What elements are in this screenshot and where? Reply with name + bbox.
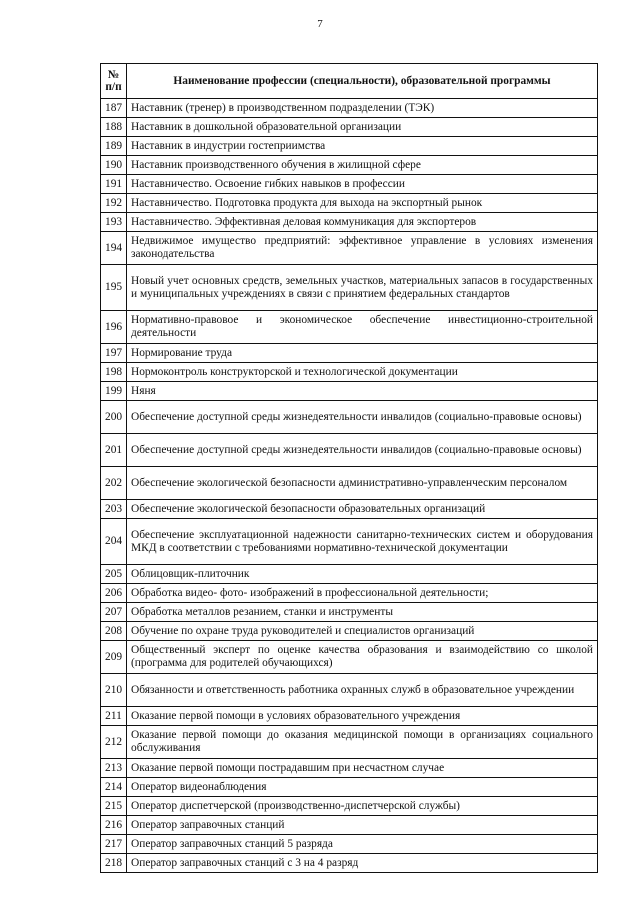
table-row xyxy=(101,311,598,344)
program-name: Недвижимое имущество предприятий: эффективное управление в условиях изменения законодательства xyxy=(127,232,598,265)
program-name: Обеспечение доступной среды жизнедеятельности инвалидов (социально-правовые основы) xyxy=(127,401,598,434)
row-number: 198 xyxy=(101,363,127,382)
table-row xyxy=(101,232,598,265)
table-row xyxy=(101,584,598,603)
column-header-number xyxy=(101,64,127,99)
row-number: 197 xyxy=(101,344,127,363)
table-row xyxy=(101,816,598,835)
program-name: Общественный эксперт по оценке качества образования и взаимодействию со школой (программа для родителей обучающихся) xyxy=(127,641,598,674)
table-row xyxy=(101,344,598,363)
table-row xyxy=(101,213,598,232)
program-name: Новый учет основных средств, земельных участков, материальных запасов в государственных и муниципальных учреждениях в связи с принятием федеральных стандартов xyxy=(127,265,598,311)
program-name: Оператор диспетчерской (производственно-диспетчерской службы) xyxy=(127,797,598,816)
row-number: 199 xyxy=(101,382,127,401)
row-number: 205 xyxy=(101,565,127,584)
table-row xyxy=(101,726,598,759)
program-name: Оператор видеонаблюдения xyxy=(127,778,598,797)
program-name: Оператор заправочных станций xyxy=(127,816,598,835)
program-name: Оператор заправочных станций 5 разряда xyxy=(127,835,598,854)
row-number: 206 xyxy=(101,584,127,603)
program-name: Обеспечение доступной среды жизнедеятельности инвалидов (социально-правовые основы) xyxy=(127,434,598,467)
table-row xyxy=(101,363,598,382)
header-num-abbr: п/п xyxy=(105,81,122,93)
table-row xyxy=(101,500,598,519)
row-number: 200 xyxy=(101,401,127,434)
row-number: 192 xyxy=(101,194,127,213)
table-row xyxy=(101,401,598,434)
program-name: Наставник (тренер) в производственном подразделении (ТЭК) xyxy=(127,99,598,118)
row-number: 190 xyxy=(101,156,127,175)
program-name: Облицовщик-плиточник xyxy=(127,565,598,584)
table-row xyxy=(101,175,598,194)
row-number: 211 xyxy=(101,707,127,726)
row-number: 189 xyxy=(101,137,127,156)
program-name: Оператор заправочных станций с 3 на 4 разряд xyxy=(127,854,598,873)
table-row xyxy=(101,194,598,213)
page-number: 7 xyxy=(317,18,323,30)
header-num-symbol: № xyxy=(107,69,120,81)
program-name: Обработка видео- фото- изображений в профессиональной деятельности; xyxy=(127,584,598,603)
row-number: 208 xyxy=(101,622,127,641)
program-name: Наставник в дошкольной образовательной организации xyxy=(127,118,598,137)
row-number: 207 xyxy=(101,603,127,622)
program-name: Наставник в индустрии гостеприимства xyxy=(127,137,598,156)
table-row xyxy=(101,603,598,622)
table-row xyxy=(101,118,598,137)
program-name: Нормирование труда xyxy=(127,344,598,363)
row-number: 217 xyxy=(101,835,127,854)
row-number: 194 xyxy=(101,232,127,265)
row-number: 209 xyxy=(101,641,127,674)
row-number: 210 xyxy=(101,674,127,707)
program-name: Наставничество. Освоение гибких навыков в профессии xyxy=(127,175,598,194)
table-row xyxy=(101,797,598,816)
program-name: Обеспечение экологической безопасности административно-управленческим персоналом xyxy=(127,467,598,500)
program-name: Наставничество. Подготовка продукта для выхода на экспортный рынок xyxy=(127,194,598,213)
row-number: 216 xyxy=(101,816,127,835)
row-number: 213 xyxy=(101,759,127,778)
table-row xyxy=(101,467,598,500)
row-number: 195 xyxy=(101,265,127,311)
program-name: Обучение по охране труда руководителей и специалистов организаций xyxy=(127,622,598,641)
table-row xyxy=(101,382,598,401)
program-name: Нормоконтроль конструкторской и технологической документации xyxy=(127,363,598,382)
program-name: Наставник производственного обучения в жилищной сфере xyxy=(127,156,598,175)
program-name: Наставничество. Эффективная деловая коммуникация для экспортеров xyxy=(127,213,598,232)
table-row xyxy=(101,854,598,873)
program-name: Оказание первой помощи пострадавшим при несчастном случае xyxy=(127,759,598,778)
table-row xyxy=(101,99,598,118)
program-name: Оказание первой помощи в условиях образовательного учреждения xyxy=(127,707,598,726)
program-name: Нормативно-правовое и экономическое обеспечение инвестиционно-строительной деятельности xyxy=(127,311,598,344)
row-number: 203 xyxy=(101,500,127,519)
professions-table xyxy=(100,63,598,873)
table-row xyxy=(101,759,598,778)
table-body xyxy=(101,99,598,873)
table-row xyxy=(101,641,598,674)
program-name: Оказание первой помощи до оказания медицинской помощи в организациях социального обслуживания xyxy=(127,726,598,759)
table-header-row xyxy=(101,64,598,99)
table-row xyxy=(101,622,598,641)
table-row xyxy=(101,434,598,467)
table-row xyxy=(101,835,598,854)
program-name: Обеспечение эксплуатационной надежности санитарно-технических систем и оборудования МКД в соответствии с требованиями нормативно-технической документации xyxy=(127,519,598,565)
program-name: Обязанности и ответственность работника охранных служб в образовательное учреждении xyxy=(127,674,598,707)
row-number: 214 xyxy=(101,778,127,797)
row-number: 218 xyxy=(101,854,127,873)
table-row xyxy=(101,707,598,726)
row-number: 188 xyxy=(101,118,127,137)
table-row xyxy=(101,519,598,565)
column-header-name: Наименование профессии (специальности), образовательной программы xyxy=(127,64,598,99)
table-row xyxy=(101,674,598,707)
table-row xyxy=(101,778,598,797)
program-name: Обеспечение экологической безопасности образовательных организаций xyxy=(127,500,598,519)
row-number: 193 xyxy=(101,213,127,232)
table-row xyxy=(101,137,598,156)
row-number: 204 xyxy=(101,519,127,565)
row-number: 187 xyxy=(101,99,127,118)
row-number: 196 xyxy=(101,311,127,344)
table-row xyxy=(101,565,598,584)
table-row xyxy=(101,265,598,311)
row-number: 215 xyxy=(101,797,127,816)
row-number: 202 xyxy=(101,467,127,500)
program-name: Няня xyxy=(127,382,598,401)
row-number: 212 xyxy=(101,726,127,759)
row-number: 191 xyxy=(101,175,127,194)
table-row xyxy=(101,156,598,175)
program-name: Обработка металлов резанием, станки и инструменты xyxy=(127,603,598,622)
row-number: 201 xyxy=(101,434,127,467)
